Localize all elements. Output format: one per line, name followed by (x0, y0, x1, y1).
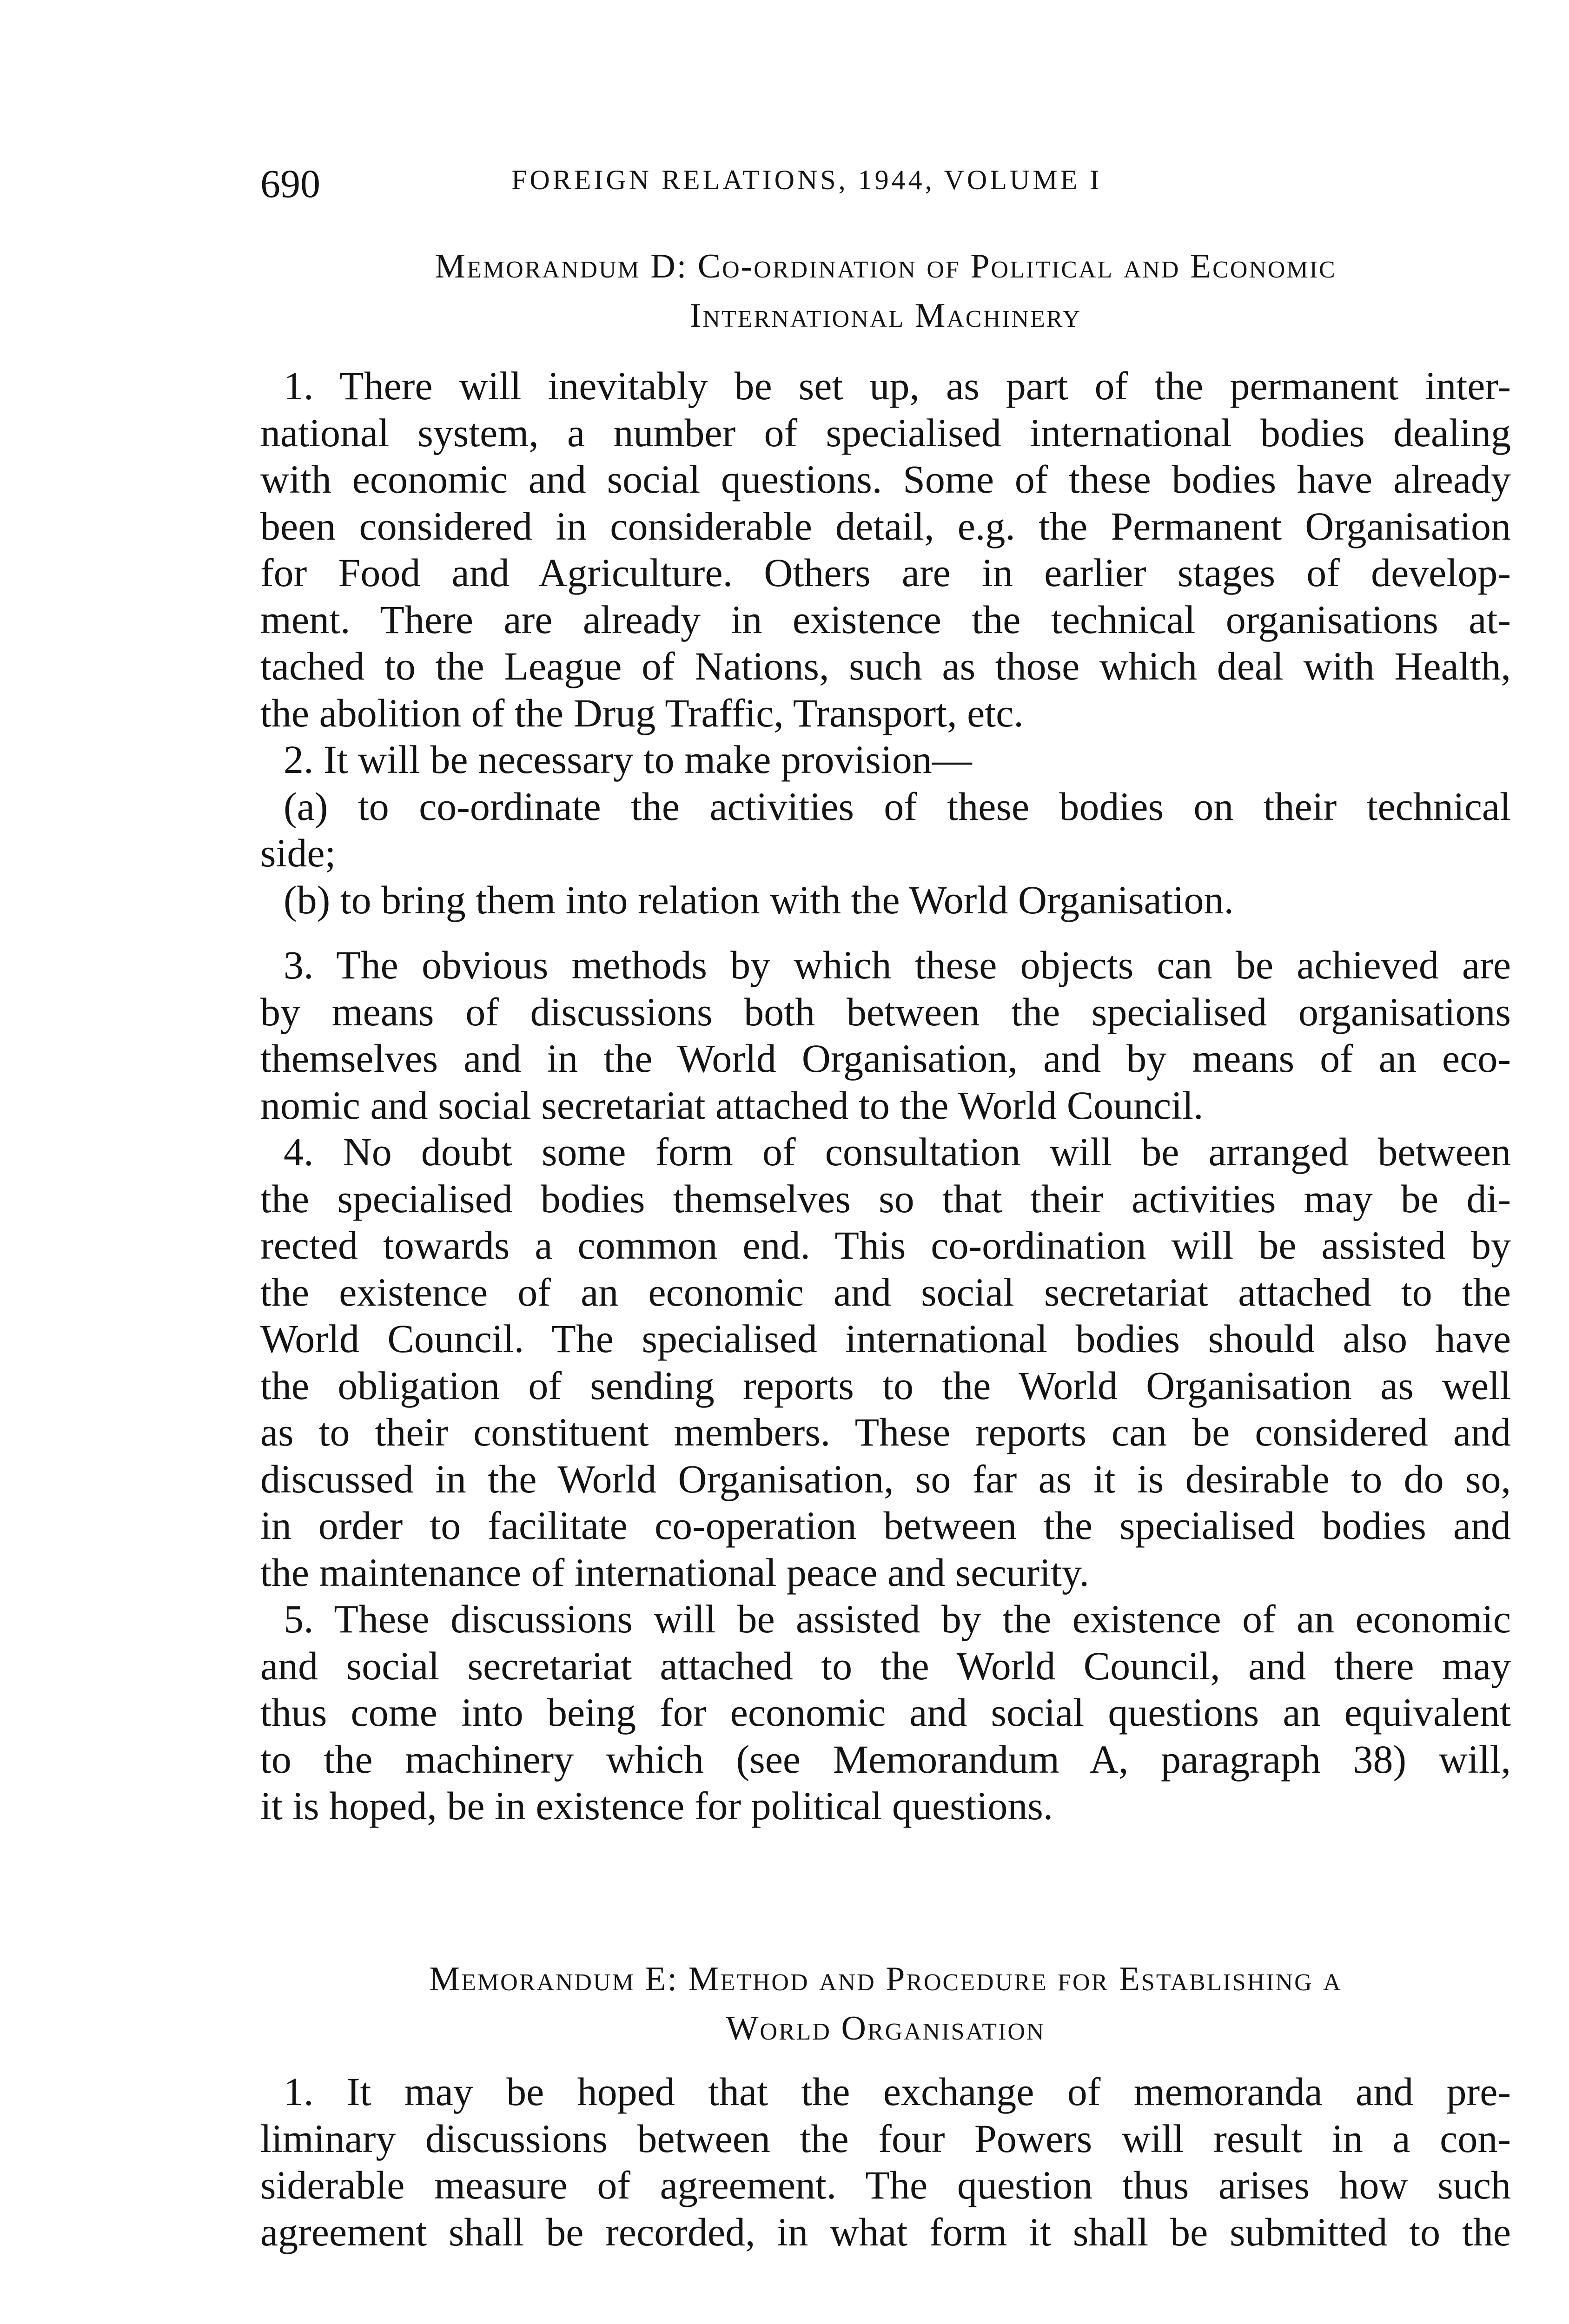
text-line: tached to the League of Nations, such as those which deal with Health, (260, 644, 1511, 688)
text-line: (a) to co-ordinate the activities of these bodies on their technical (284, 784, 1511, 829)
text-line: World Council. The specialised international bodies should also have (260, 1316, 1511, 1361)
text-line: national system, a number of specialised international bodies dealing (260, 410, 1511, 455)
text-line: 3. The obvious methods by which these objects can be achieved are (284, 943, 1511, 987)
memorandum-e-body (260, 2068, 1511, 2255)
text-line: it is hoped, be in existence for political questions. (260, 1783, 1053, 1828)
memorandum-e-title-line-1: Memorandum E: Method and Procedure for Establishing a (429, 1960, 1342, 1998)
memorandum-e-title-line-2: World Organisation (726, 2009, 1046, 2047)
text-line: 4. No doubt some form of consultation will be arranged between (284, 1129, 1511, 1174)
text-line: agreement shall be recorded, in what form it shall be submitted to the (260, 2209, 1511, 2254)
text-line: for Food and Agriculture. Others are in earlier stages of develop- (260, 550, 1511, 595)
memorandum-d-title-line-2: International Machinery (689, 297, 1082, 335)
memorandum-d-body (260, 363, 1511, 1829)
text-line: the abolition of the Drug Traffic, Transport, etc. (260, 690, 1024, 735)
text-line: thus come into being for economic and social questions an equivalent (260, 1690, 1511, 1735)
text-line: themselves and in the World Organisation, and by means of an eco- (260, 1036, 1511, 1081)
text-line: and social secretariat attached to the World Council, and there may (260, 1643, 1511, 1688)
text-line: 2. It will be necessary to make provision— (284, 737, 972, 782)
text-line: 1. It may be hoped that the exchange of memoranda and pre- (284, 2069, 1511, 2114)
text-line: siderable measure of agreement. The question thus arises how such (260, 2163, 1511, 2207)
text-line: ment. There are already in existence the technical organisations at- (260, 597, 1511, 642)
page-header (260, 160, 1511, 207)
memorandum-d-heading (260, 242, 1511, 340)
text-line: discussed in the World Organisation, so far as it is desirable to do so, (260, 1456, 1511, 1501)
text-line: the existence of an economic and social secretariat attached to the (260, 1269, 1511, 1314)
text-line: in order to facilitate co-operation between the specialised bodies and (260, 1503, 1511, 1548)
memorandum-d-title-line-1: Memorandum D: Co-ordination of Political and Economic (435, 247, 1337, 285)
text-line: side; (260, 831, 336, 875)
text-line: the specialised bodies themselves so that their activities may be di- (260, 1176, 1511, 1221)
memorandum-e-heading (260, 1954, 1511, 2053)
text-line: (b) to bring them into relation with the World Organisation. (284, 877, 1234, 922)
text-line: 1. There will inevitably be set up, as part of the permanent inter- (284, 363, 1511, 408)
text-line: nomic and social secretariat attached to the World Council. (260, 1083, 1204, 1128)
text-line: liminary discussions between the four Powers will result in a con- (260, 2116, 1511, 2161)
text-line: rected towards a common end. This co-ordination will be assisted by (260, 1223, 1511, 1268)
text-line: by means of discussions both between the specialised organisations (260, 989, 1511, 1034)
text-line: with economic and social questions. Some of these bodies have already (260, 457, 1511, 502)
text-line: to the machinery which (see Memorandum A, paragraph 38) will, (260, 1736, 1511, 1782)
text-line: as to their constituent members. These reports can be considered and (260, 1410, 1511, 1454)
running-title: FOREIGN RELATIONS, 1944, VOLUME I (511, 165, 1102, 195)
page-number: 690 (260, 161, 320, 206)
text-line: been considered in considerable detail, e.g. the Permanent Organisation (260, 503, 1511, 548)
text-line: the obligation of sending reports to the World Organisation as well (260, 1363, 1511, 1408)
text-line: the maintenance of international peace and security. (260, 1550, 1089, 1595)
text-line: 5. These discussions will be assisted by the existence of an economic (284, 1597, 1511, 1641)
